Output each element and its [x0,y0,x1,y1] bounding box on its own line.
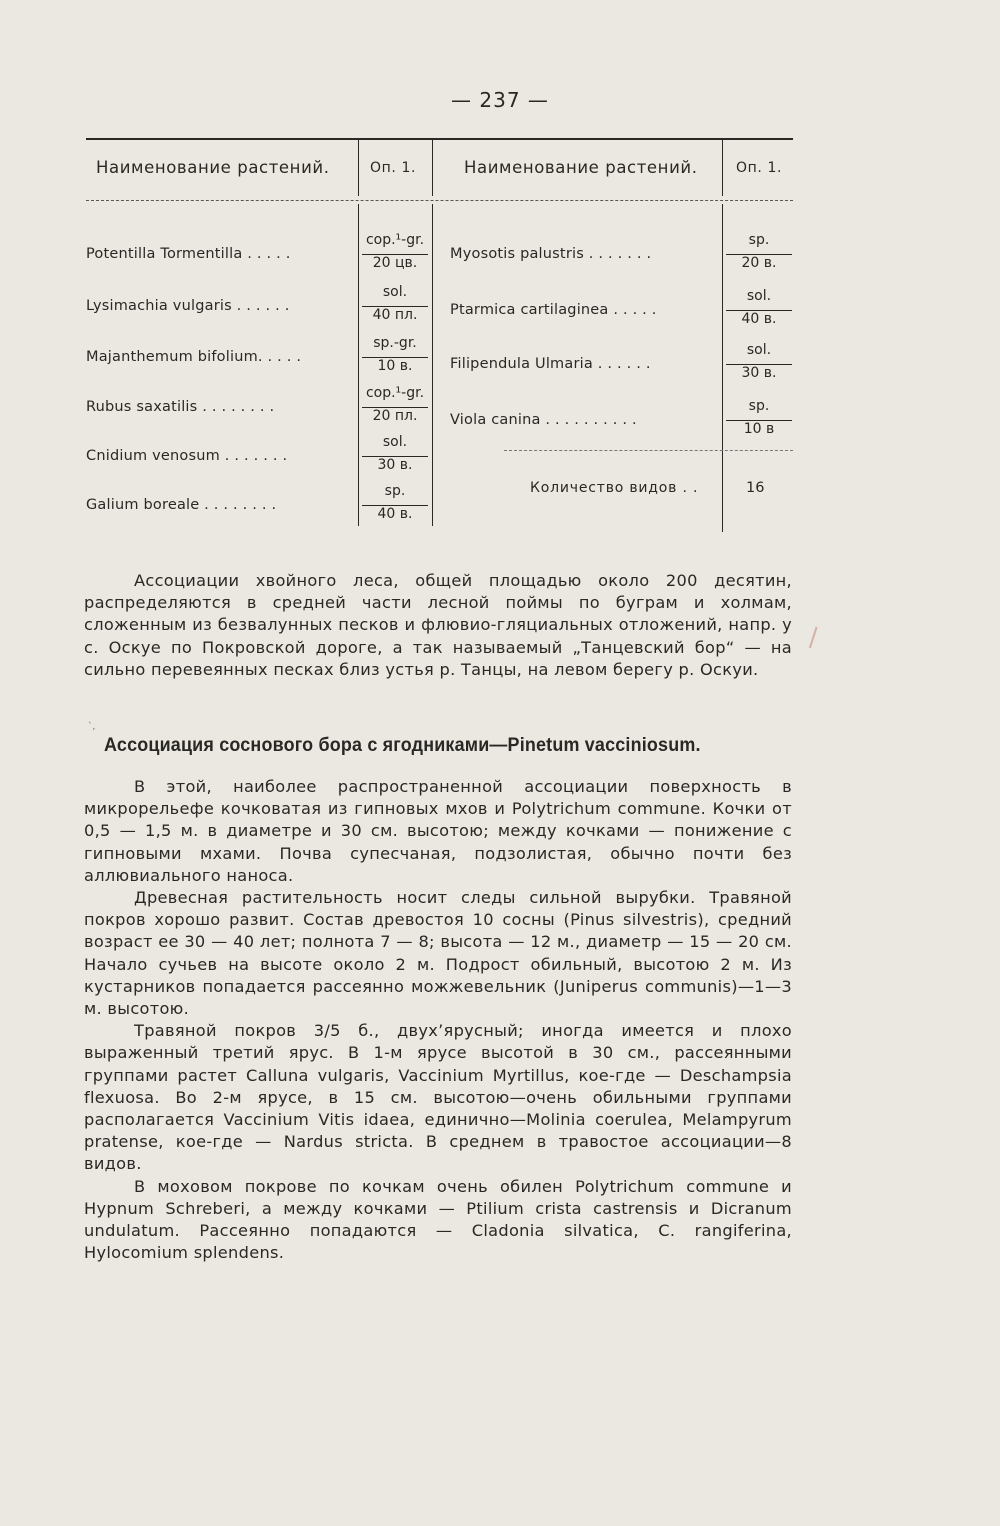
table-header-rule [86,200,793,201]
species-table [86,138,793,528]
abundance-value: sp.-gr. [373,335,417,351]
measure-value: 30 в. [726,364,792,381]
header-name-right: Наименование растений. [464,158,698,177]
col-divider-1 [358,204,359,526]
section-heading: Ассоциация соснового бора с ягодниками—Pinetum vacciniosum. [104,734,701,756]
measure-value: 30 в. [362,456,428,473]
abundance-value: sol. [382,434,408,450]
table-top-rule [86,138,793,140]
plant-name: Lysimachia vulgaris . . . . . . [86,298,290,314]
paragraph: Травяной покров 3/5 б., двух’ярусный; иногда имеется и плохо выраженный третий ярус. В 1-м ярусе высотой в 30 см., рассеянными группами растет Calluna vulgaris, Vaccinium Myrtillus, кое-где — Deschampsia flexuosa. Во 2-м ярусе, в 15 см. высотою—очень обильными группами располагается Vaccinium Vitis idaea, единично—Molinia coerulea, Melampyrum pratense, кое-где — Nardus stricta. В среднем в травостое ассоциации—8 видов. [84,1021,792,1174]
margin-pencil-mark [809,627,827,652]
measure-value: 10 в [726,420,792,437]
total-divider [504,450,793,451]
plant-name: Viola canina . . . . . . . . . . [450,412,637,428]
abundance-value: sp. [748,398,770,414]
abundance-value: sol. [382,284,408,300]
plant-name: Potentilla Tormentilla . . . . . [86,246,291,262]
paragraph: В моховом покрове по кочкам очень обилен Polytrichum commune и Hypnum Schreberi, а между кочками — Ptilium crista castrensis и Dicranum undulatum. Рассеянно попадаются — Cladonia silvatica, C. rangiferina, Hylocomium splendens. [84,1176,792,1263]
header-op-right: Оп. 1. [736,160,783,176]
header-op-left: Оп. 1. [370,160,417,176]
plant-name: Myosotis palustris . . . . . . . [450,246,652,262]
measure-value: 20 в. [726,254,792,271]
abundance-value: sol. [746,288,772,304]
body-text [84,776,792,1264]
plant-name: Rubus saxatilis . . . . . . . . [86,399,275,415]
measure-value: 10 в. [362,357,428,374]
plant-name: Cnidium venosum . . . . . . . [86,448,288,464]
plant-name: Galium boreale . . . . . . . . [86,497,277,513]
species-count-label: Количество видов . . [530,480,699,496]
abundance-value: sp. [748,232,770,248]
abundance-value: sol. [746,342,772,358]
header-name-left: Наименование растений. [96,158,330,177]
measure-value: 40 в. [362,505,428,522]
plant-name: Filipendula Ulmaria . . . . . . [450,356,651,372]
col-divider-3 [722,204,723,532]
intro-text: Ассоциации хвойного леса, общей площадью около 200 десятин, распределяются в средней части лесной поймы по буграм и холмам, сложенным из безвалунных песков и флювио-гляциальных отложений, напр. у с. Оскуе по Покровской дороге, а так называемый „Танцевский бор“ — на сильно перевеянных песках близ устья р. Танцы, на левом берегу р. Оскуи. [84,571,792,679]
measure-value: 40 пл. [362,306,428,323]
paragraph: В этой, наиболее распространенной ассоциации поверхность в микрорельефе кочковатая из гипновых мхов и Polytrichum commune. Кочки от 0,5 — 1,5 м. в диаметре и 30 см. высотою; между кочками — понижение с гипновыми мхами. Почва супесчаная, подзолистая, обычно почти без аллювиального наноса. [84,777,792,885]
abundance-value: cop.¹-gr. [365,385,425,401]
abundance-value: cop.¹-gr. [365,232,425,248]
plant-name: Ptarmica cartilaginea . . . . . [450,302,657,318]
col-divider-header-2 [432,138,433,196]
margin-mark: `, [88,722,96,732]
col-divider-header-1 [358,138,359,196]
species-count-value: 16 [746,480,765,496]
paragraph: Древесная растительность носит следы сильной вырубки. Травяной покров хорошо развит. Состав древостоя 10 сосны (Pinus silvestris), средний возраст ее 30 — 40 лет; полнота 7 — 8; высота — 12 м., диаметр — 15 — 20 см. Начало сучьев на высоте около 2 м. Подрост обильный, высотою 2 м. Из кустарников попадается рассеянно можжевельник (Juniperus communis)—1—3 м. высотою. [84,888,792,1019]
col-divider-header-3 [722,138,723,196]
col-divider-2 [432,204,433,526]
measure-value: 20 пл. [362,407,428,424]
intro-paragraph [84,570,792,681]
measure-value: 40 в. [726,310,792,327]
plant-name: Majanthemum bifolium. . . . . [86,349,302,365]
measure-value: 20 цв. [362,254,428,271]
abundance-value: sp. [384,483,406,499]
page-number: — 237 — [451,88,549,112]
